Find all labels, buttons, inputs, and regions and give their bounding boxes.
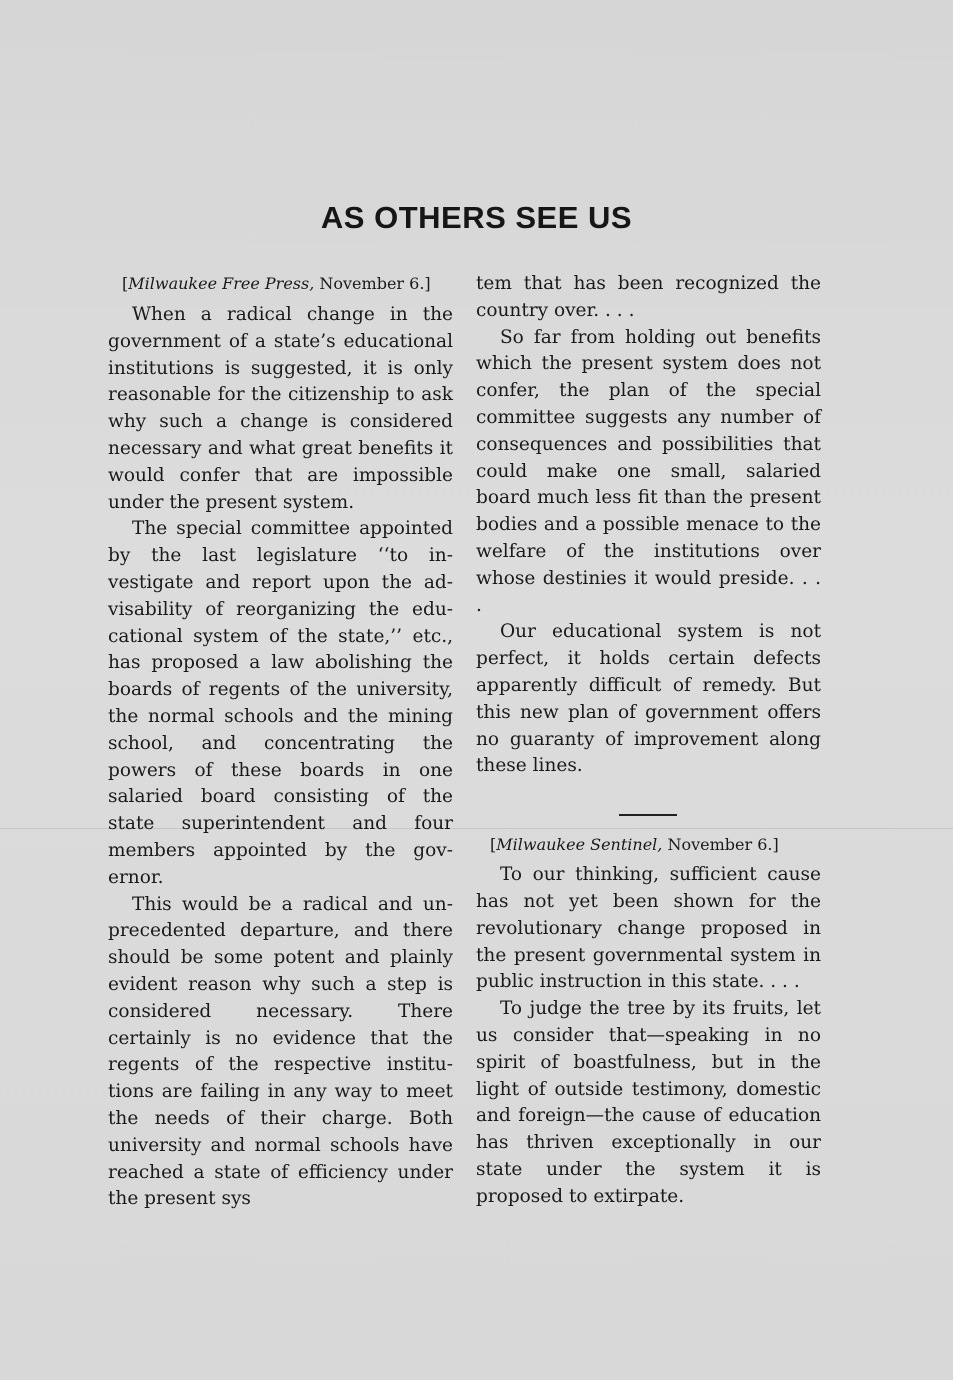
paragraph: This would be a radical and unprecedented departure, and there should be some potent and plainly evident reason why such a step is considered necessary. There certainly is no evidence that the regents of the respective institutions are failing in any way to meet the needs of their charge. Both university and normal schools have reached a state of efficiency under the present sys	[108, 893, 453, 1210]
citation-open-bracket: [	[122, 274, 129, 293]
paragraph: To judge the tree by its fruits, let us consider that—speaking in no spirit of boastfulness, but in the light of outside testimony, domestic and foreign—the cause of education has thriven exceptionally in our state under the system it is proposed to extirpate.	[476, 998, 821, 1207]
page-title: AS OTHERS SEE US	[320, 200, 633, 235]
paragraph-continuation: tem that has been recognized the country over. . . .	[476, 273, 821, 321]
source-citation-free-press	[108, 271, 453, 297]
section-divider	[619, 814, 677, 816]
paragraph: When a radical change in the government of a state’s educational institutions is suggested, it is only reasonable for the citizenship to ask why such a change is considered necessary and what great benefits it would confer that are impossible under the present system.	[108, 304, 453, 513]
citation-publication: Milwaukee Sentinel,	[496, 835, 663, 855]
paragraph: To our thinking, sufficient cause has not yet been shown for the revolutionary change proposed in the present governmental system in public instruction in this state. . . .	[476, 864, 821, 993]
right-column	[476, 271, 821, 1211]
citation-date: November 6.]	[314, 274, 431, 293]
paragraph: Our educational system is not perfect, it holds certain defects apparently difficult of remedy. But this new plan of government offers no guaranty of improvement along these lines.	[476, 621, 821, 777]
source-citation-sentinel	[476, 832, 821, 858]
citation-date: November 6.]	[662, 835, 779, 855]
left-column	[108, 271, 453, 1213]
paragraph: So far from holding out benefits which the present system does not confer, the plan of the special committee suggests any number of consequences and possibilities that could make one small, salaried board much less fit than the present bodies and a possible menace to the welfare of the institutions over whose destinies it would preside. . . .	[476, 326, 821, 616]
citation-publication: Milwaukee Free Press,	[128, 274, 315, 293]
paragraph: The special committee appointed by the last legislature ‘‘to investigate and report upon the advisability of reorganizing the educational system of the state,’’ etc., has proposed a law abolishing the boards of regents of the university, the normal schools and the mining school, and concentrating the powers of these boards in one salaried board consisting of the state superintendent and four members appointed by the governor.	[108, 518, 453, 888]
citation-open-bracket: [	[490, 835, 497, 855]
